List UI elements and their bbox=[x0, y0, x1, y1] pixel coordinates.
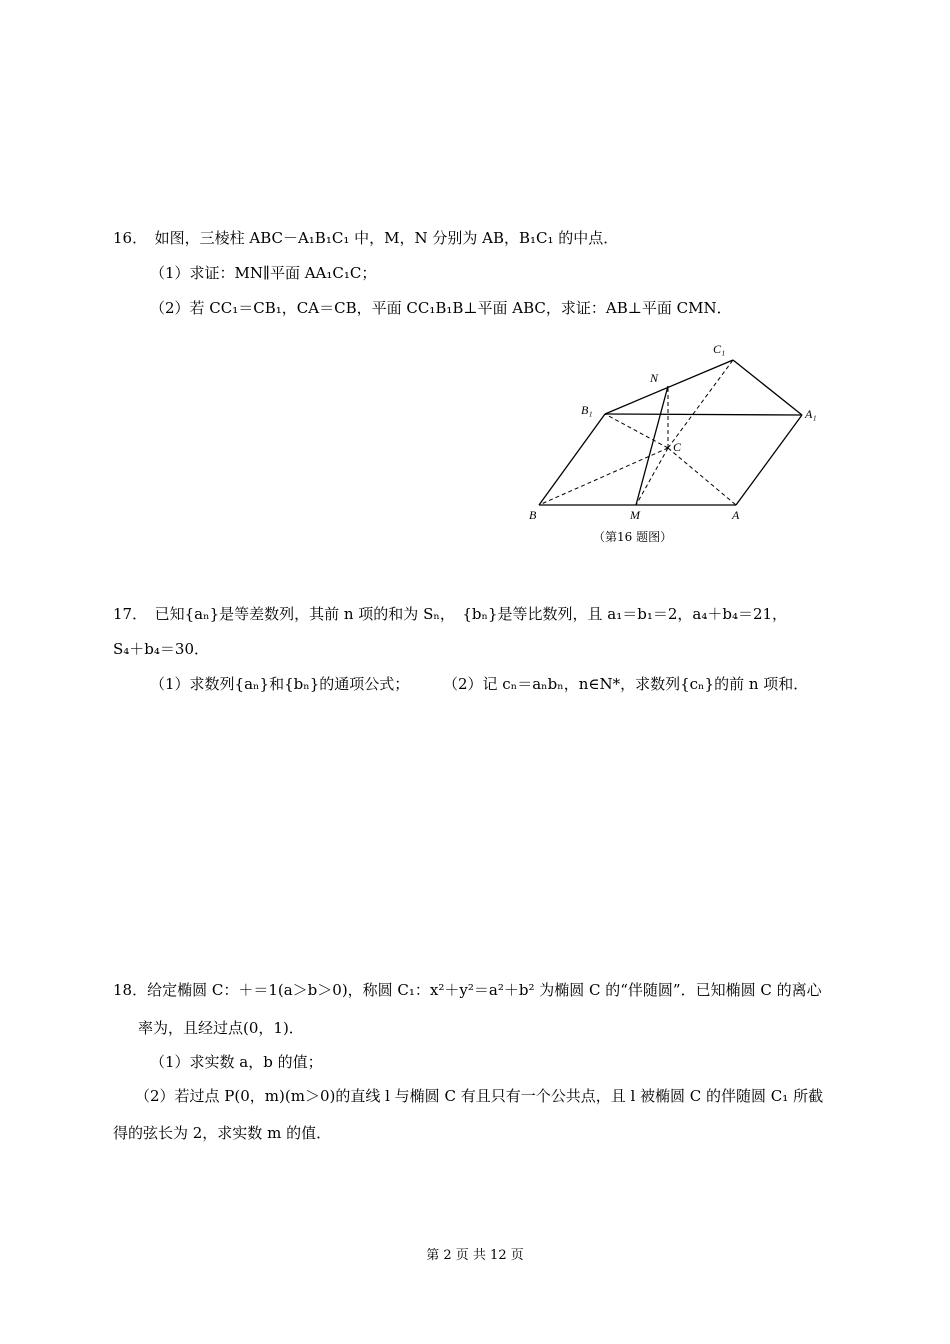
label-b: B bbox=[529, 508, 537, 522]
q16-stem: 16． 如图，三棱柱 ABC－A₁B₁C₁ 中，M，N 分别为 AB，B₁C₁ 的中点． bbox=[113, 229, 619, 247]
edge-c-b bbox=[539, 448, 668, 505]
page-number: 第 2 页 共 12 页 bbox=[426, 1248, 524, 1263]
edge-b1-b bbox=[539, 414, 605, 505]
q18-part2-line1: （2）若过点 P(0，m)(m＞0)的直线 l 与椭圆 C 有且只有一个公共点，且 l 被椭圆 C 的伴随圆 C₁ 所截 bbox=[135, 1087, 824, 1105]
edge-a1-a bbox=[736, 415, 802, 505]
q18-stem-line1: 18．给定椭圆 C：＋＝1(a＞b＞0)，称圆 C₁：x²＋y²＝a²＋b² 为椭圆 C 的“伴随圆”．已知椭圆 C 的离心 bbox=[113, 981, 822, 999]
label-m: M bbox=[630, 508, 640, 522]
label-b1: B₁ bbox=[581, 403, 593, 417]
prism-figure bbox=[520, 335, 830, 530]
q18-part1: （1）求实数 a，b 的值； bbox=[150, 1053, 323, 1071]
edge-c-a bbox=[668, 448, 736, 505]
label-c1: C₁ bbox=[713, 342, 726, 356]
edge-c-m bbox=[636, 448, 668, 505]
edge-c1-a1 bbox=[733, 360, 802, 415]
q17-part2: （2）记 cₙ＝aₙbₙ，n∈N*，求数列{cₙ}的前 n 项和． bbox=[443, 675, 809, 693]
label-c: C bbox=[673, 440, 682, 454]
q16-part2: （2）若 CC₁＝CB₁，CA＝CB，平面 CC₁B₁B⊥平面 ABC，求证：AB⊥平面 CMN． bbox=[150, 299, 732, 317]
figure-caption: （第16 题图） bbox=[593, 530, 673, 544]
q16-part1: （1）求证：MN∥平面 AA₁C₁C； bbox=[150, 264, 377, 282]
q17-part1: （1）求数列{aₙ}和{bₙ}的通项公式； bbox=[150, 675, 410, 693]
edge-b1-c1 bbox=[605, 360, 733, 414]
edge-b1-a1 bbox=[605, 414, 802, 415]
q17-stem-line1: 17． 已知{aₙ}是等差数列，其前 n 项的和为 Sₙ， {bₙ}是等比数列，且 a₁＝b₁＝2，a₄＋b₄＝21， bbox=[113, 605, 788, 623]
q18-stem-line2: 率为，且经过点(0，1)． bbox=[138, 1019, 304, 1037]
label-a1: A₁ bbox=[805, 407, 817, 421]
q18-part2-line2: 得的弦长为 2，求实数 m 的值． bbox=[113, 1124, 332, 1142]
q17-stem-line2: S₄＋b₄＝30． bbox=[113, 640, 209, 658]
label-a: A bbox=[732, 508, 740, 522]
label-n: N bbox=[650, 371, 659, 385]
segment-m-n bbox=[636, 386, 668, 505]
